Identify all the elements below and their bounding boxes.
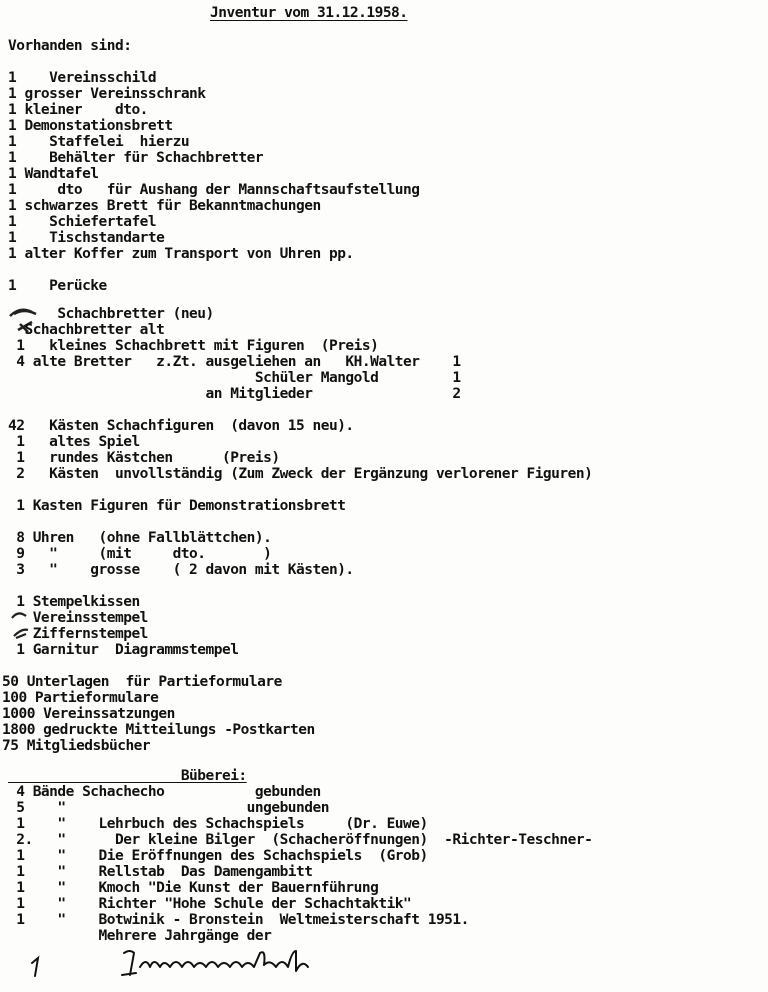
inventory-line: 2 Kästen unvollständig (Zum Zweck der Ergänzung verlorener Figuren) — [8, 466, 593, 482]
inventory-line: 1 schwarzes Brett für Bekanntmachungen — [8, 198, 321, 214]
library-line: 2. " Der kleine Bilger (Schacheröffnungen) -Richter-Teschner- — [8, 832, 593, 848]
inventory-line: 1 Tischstandarte — [8, 230, 165, 246]
inventory-line: 4 alte Bretter z.Zt. ausgeliehen an KH.Walter 1 — [8, 354, 461, 370]
inventory-line: 1 grosser Vereinsschrank — [8, 86, 206, 102]
library-heading: Büberei: — [8, 768, 247, 784]
library-line: 5 " ungebunden — [8, 800, 329, 816]
inventory-line: 1 rundes Kästchen (Preis) — [8, 450, 280, 466]
inventory-line: Schachbretter alt — [8, 322, 165, 338]
library-line: Mehrere Jahrgänge der — [8, 928, 272, 944]
library-line: 1 " Die Eröffnungen des Schachspiels (Grob) — [8, 848, 428, 864]
inventory-line: 8 Uhren (ohne Fallblättchen). — [8, 530, 272, 546]
handwritten-number — [28, 955, 42, 979]
inventory-line: 75 Mitgliedsbücher — [2, 738, 151, 754]
library-line: 1 " Rellstab Das Damengambitt — [8, 864, 313, 880]
inventory-line: 1 Demonstationsbrett — [8, 118, 173, 134]
inventory-line: 1 Garnitur Diagrammstempel — [8, 642, 239, 658]
inventory-line: 9 " (mit dto. ) — [8, 546, 272, 562]
inventory-line: 1 Schiefertafel — [8, 214, 157, 230]
handwritten-inventurbuch — [120, 945, 320, 985]
inventory-line: 1 kleines Schachbrett mit Figuren (Preis) — [8, 338, 379, 354]
inventory-line: 100 Partieformulare — [2, 690, 159, 706]
inventory-line: an Mitglieder 2 — [8, 386, 461, 402]
inventory-line: 1 dto für Aushang der Mannschaftsaufstellung — [8, 182, 420, 198]
inventory-line: 1800 gedruckte Mitteilungs -Postkarten — [2, 722, 315, 738]
inventory-line: 1 Kasten Figuren für Demonstrationsbrett — [8, 498, 346, 514]
inventory-line: Schachbretter (neu) — [8, 306, 214, 322]
inventory-line: 1000 Vereinssatzungen — [2, 706, 175, 722]
inventory-line: 1 alter Koffer zum Transport von Uhren pp. — [8, 246, 354, 262]
inventory-line: 1 Staffelei hierzu — [8, 134, 190, 150]
document-title: Jnventur vom 31.12.1958. — [210, 5, 408, 21]
document-heading: Vorhanden sind: — [8, 38, 132, 54]
inventory-line: 50 Unterlagen für Partieformulare — [2, 674, 282, 690]
library-line: 1 " Richter "Hohe Schule der Schachtaktik" — [8, 896, 412, 912]
library-line: 1 " Lehrbuch des Schachspiels (Dr. Euwe) — [8, 816, 428, 832]
inventory-line: Schüler Mangold 1 — [8, 370, 461, 386]
inventory-line: 42 Kästen Schachfiguren (davon 15 neu). — [8, 418, 354, 434]
library-line: 4 Bände Schachecho gebunden — [8, 784, 321, 800]
inventory-line: Ziffernstempel — [8, 626, 148, 642]
inventory-line: 3 " grosse ( 2 davon mit Kästen). — [8, 562, 354, 578]
inventory-line: 1 Wandtafel — [8, 166, 99, 182]
library-line: 1 " Botwinik - Bronstein Weltmeisterschaft 1951. — [8, 912, 469, 928]
inventory-line: 1 Stempelkissen — [8, 594, 140, 610]
inventory-line: Vereinsstempel — [8, 610, 148, 626]
inventory-line: 1 kleiner dto. — [8, 102, 148, 118]
inventory-line: 1 Perücke — [8, 278, 107, 294]
inventory-line: 1 Vereinsschild — [8, 70, 157, 86]
inventory-line: 1 Behälter für Schachbretter — [8, 150, 264, 166]
inventory-line: 1 altes Spiel — [8, 434, 140, 450]
library-line: 1 " Kmoch "Die Kunst der Bauernführung — [8, 880, 379, 896]
